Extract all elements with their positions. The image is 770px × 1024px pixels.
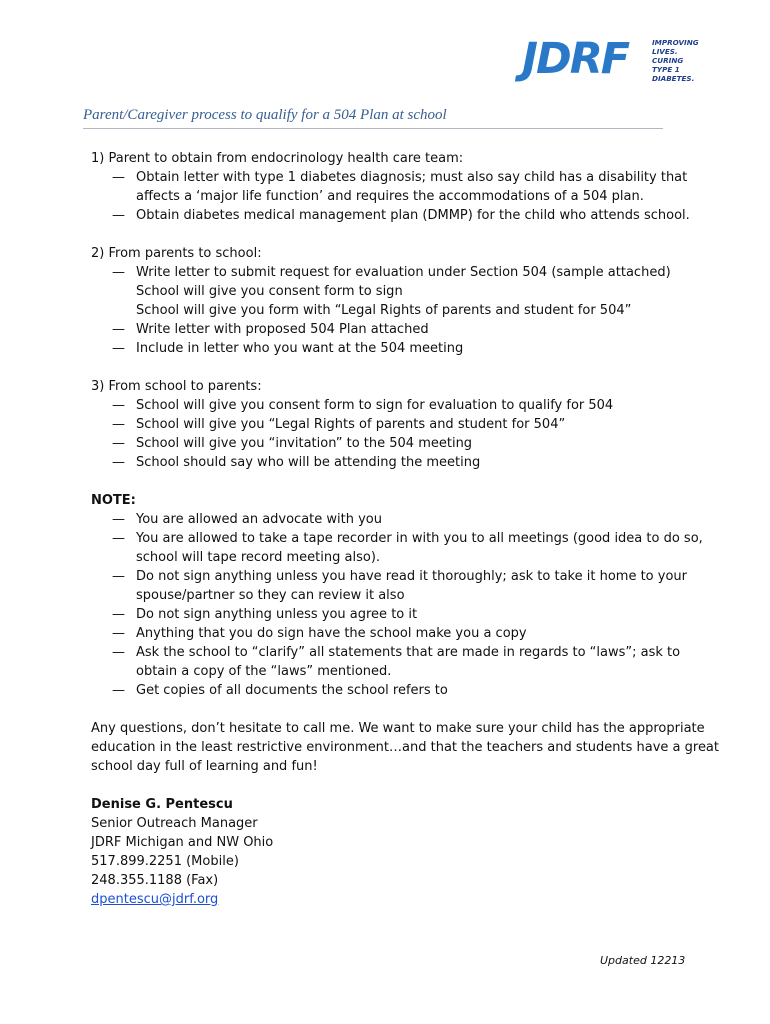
section-2 bbox=[91, 244, 711, 358]
continuation-line bbox=[91, 548, 711, 567]
bullet-item bbox=[91, 567, 711, 586]
logo-tagline-line: TYPE 1 bbox=[652, 65, 680, 74]
item-text: School will give you “Legal Rights of parents and student for 504” bbox=[136, 417, 566, 432]
signature-fax: 248.355.1188 (Fax) bbox=[91, 873, 219, 888]
closing-line: Any questions, don’t hesitate to call me. We want to make sure your child has the appropriate bbox=[91, 721, 705, 736]
item-text: Include in letter who you want at the 504 meeting bbox=[136, 341, 464, 356]
bullet-item bbox=[91, 681, 711, 700]
bullet-dash-icon: — bbox=[112, 341, 125, 356]
item-text: affects a ‘major life function’ and requires the accommodations of a 504 plan. bbox=[136, 189, 644, 204]
signature-mobile: 517.899.2251 (Mobile) bbox=[91, 854, 239, 869]
bullet-dash-icon: — bbox=[112, 626, 125, 641]
item-text: Ask the school to “clarify” all statements that are made in regards to “laws”; ask to bbox=[136, 645, 681, 660]
logo-wordmark: JDRF bbox=[522, 34, 629, 84]
bullet-dash-icon: — bbox=[112, 569, 125, 584]
item-text: School will give you “invitation” to the 504 meeting bbox=[136, 436, 473, 451]
continuation-line bbox=[91, 586, 711, 605]
bullet-item bbox=[91, 605, 711, 624]
bullet-dash-icon: — bbox=[112, 436, 125, 451]
bullet-dash-icon: — bbox=[112, 455, 125, 470]
bullet-item bbox=[91, 529, 711, 548]
item-text: Obtain letter with type 1 diabetes diagnosis; must also say child has a disability that bbox=[136, 170, 688, 185]
jdrf-logo bbox=[522, 34, 712, 84]
item-text: School will give you consent form to sign for evaluation to qualify for 504 bbox=[136, 398, 614, 413]
item-text: School will give you consent form to sign bbox=[136, 284, 403, 299]
item-text: You are allowed to take a tape recorder in with you to all meetings (good idea to do so, bbox=[136, 531, 703, 546]
bullet-dash-icon: — bbox=[112, 265, 125, 280]
item-text: Write letter to submit request for evaluation under Section 504 (sample attached) bbox=[136, 265, 671, 280]
item-text: Obtain diabetes medical management plan (DMMP) for the child who attends school. bbox=[136, 208, 690, 223]
item-text: Write letter with proposed 504 Plan attached bbox=[136, 322, 429, 337]
section-3 bbox=[91, 377, 711, 472]
item-text: School should say who will be attending the meeting bbox=[136, 455, 481, 470]
closing-line: school day full of learning and fun! bbox=[91, 759, 318, 774]
signature-block bbox=[91, 795, 711, 909]
document-heading: Parent/Caregiver process to qualify for a 504 Plan at school bbox=[83, 107, 447, 123]
bullet-dash-icon: — bbox=[112, 683, 125, 698]
bullet-dash-icon: — bbox=[112, 322, 125, 337]
bullet-item bbox=[91, 415, 711, 434]
bullet-dash-icon: — bbox=[112, 417, 125, 432]
bullet-item bbox=[91, 434, 711, 453]
bullet-item bbox=[91, 320, 711, 339]
section-title: 2) From parents to school: bbox=[91, 246, 262, 261]
item-text: Get copies of all documents the school refers to bbox=[136, 683, 448, 698]
section-1 bbox=[91, 149, 711, 225]
signature-title: Senior Outreach Manager bbox=[91, 816, 258, 831]
logo-tagline-line: LIVES. bbox=[652, 47, 678, 56]
bullet-item bbox=[91, 453, 711, 472]
logo-tagline-line: CURING bbox=[652, 56, 684, 65]
bullet-dash-icon: — bbox=[112, 208, 125, 223]
bullet-dash-icon: — bbox=[112, 645, 125, 660]
section-title: 3) From school to parents: bbox=[91, 379, 262, 394]
bullet-item bbox=[91, 168, 711, 187]
bullet-item bbox=[91, 510, 711, 529]
bullet-item bbox=[91, 643, 711, 662]
item-text: School will give you form with “Legal Rights of parents and student for 504” bbox=[136, 303, 632, 318]
continuation-line bbox=[91, 282, 711, 301]
bullet-item bbox=[91, 263, 711, 282]
item-text: You are allowed an advocate with you bbox=[136, 512, 382, 527]
logo-tagline-line: DIABETES. bbox=[652, 74, 695, 83]
closing-line: education in the least restrictive environment…and that the teachers and students have a great bbox=[91, 740, 719, 755]
bullet-item bbox=[91, 339, 711, 358]
signature-name: Denise G. Pentescu bbox=[91, 797, 233, 812]
logo-tagline-line: IMPROVING bbox=[652, 38, 699, 47]
bullet-dash-icon: — bbox=[112, 170, 125, 185]
item-text: obtain a copy of the “laws” mentioned. bbox=[136, 664, 392, 679]
section-4 bbox=[91, 491, 711, 700]
bullet-dash-icon: — bbox=[112, 531, 125, 546]
logo-tagline bbox=[652, 38, 722, 83]
bullet-dash-icon: — bbox=[112, 512, 125, 527]
item-text: Do not sign anything unless you agree to it bbox=[136, 607, 418, 622]
section-title: NOTE: bbox=[91, 493, 136, 508]
item-text: spouse/partner so they can review it also bbox=[136, 588, 405, 603]
bullet-item bbox=[91, 624, 711, 643]
item-text: Anything that you do sign have the school make you a copy bbox=[136, 626, 527, 641]
heading-divider bbox=[83, 128, 663, 129]
item-text: school will tape record meeting also). bbox=[136, 550, 381, 565]
signature-email-link[interactable]: dpentescu@jdrf.org bbox=[91, 892, 219, 907]
signature-org: JDRF Michigan and NW Ohio bbox=[91, 835, 274, 850]
bullet-dash-icon: — bbox=[112, 398, 125, 413]
document-body bbox=[91, 149, 719, 928]
bullet-item bbox=[91, 396, 711, 415]
item-text: Do not sign anything unless you have read it thoroughly; ask to take it home to your bbox=[136, 569, 687, 584]
sections bbox=[91, 149, 711, 700]
closing-paragraph bbox=[91, 719, 719, 776]
continuation-line bbox=[91, 301, 711, 320]
bullet-item bbox=[91, 206, 711, 225]
continuation-line bbox=[91, 662, 711, 681]
bullet-dash-icon: — bbox=[112, 607, 125, 622]
updated-footer: Updated 12213 bbox=[600, 954, 686, 967]
continuation-line bbox=[91, 187, 711, 206]
section-title: 1) Parent to obtain from endocrinology health care team: bbox=[91, 151, 464, 166]
